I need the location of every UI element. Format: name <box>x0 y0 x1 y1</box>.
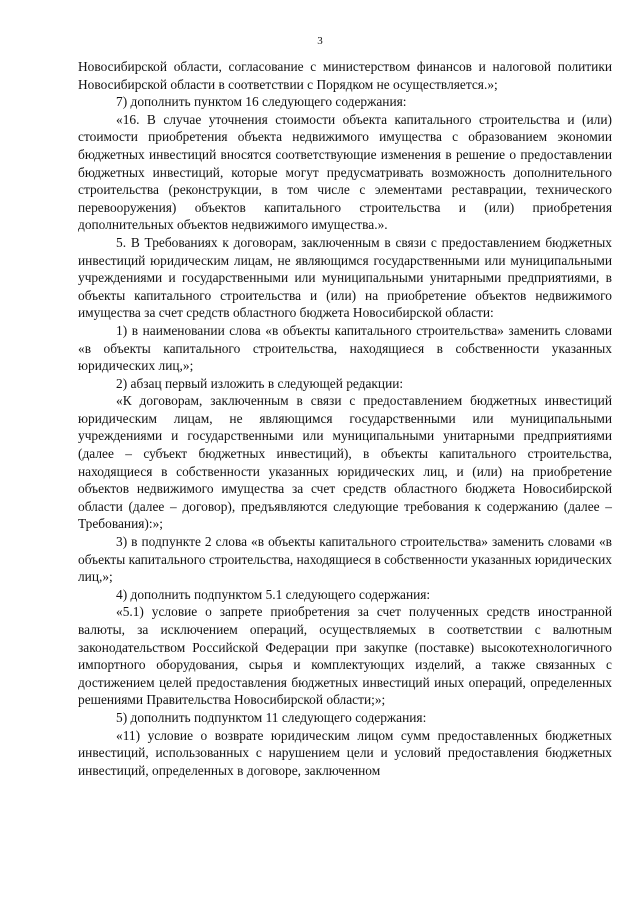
paragraph-item-7: 7) дополнить пунктом 16 следующего содержания: <box>116 94 407 110</box>
paragraph-continuation: Новосибирской области, согласование с министерством финансов и налоговой политики Новосибирской области в соответствии с Порядком не осуществляется.»; <box>78 59 612 92</box>
paragraph-first-abzac-text: «К договорам, заключенным в связи с предоставлением бюджетных инвестиций юридическим лицам, не являющимся государственными или муниципальными учреждениями и государственными или муниципальными унитарными предприятиями (далее – субъект бюджетных инвестиций), в объекты капитального строительства, находящиеся в собственности указанных юридических лиц, и (или) на приобретение объектов недвижимого имущества за счет средств областного бюджета Новосибирской области (далее – договор), предъявляются следующие требования к содержанию (далее – Требования):»; <box>78 393 612 532</box>
paragraph-clause-16: «16. В случае уточнения стоимости объекта капитального строительства и (или) стоимости приобретения объекта недвижимого имущества с образованием экономии бюджетных инвестиций вносятся соответствующие изменения в решение о предоставлении бюджетных инвестиций, которые могут предусматривать возможность дополнительного строительства (реконструкции, в том числе с элементами реставрации, технического перевооружения) объектов капитального строительства и (или) приобретения дополнительных объектов недвижимого имущества.». <box>78 111 612 233</box>
page-number: 3 <box>317 35 323 47</box>
paragraph-section-5: 5. В Требованиях к договорам, заключенным в связи с предоставлением бюджетных инвестиций юридическим лицам, не являющимся государственными или муниципальными учреждениями и государственными или муниципальными унитарными предприятиями, в объекты капитального строительства и (или) на приобретение объектов недвижимого имущества за счет средств областного бюджета Новосибирской области: <box>78 234 612 321</box>
document-body <box>78 58 612 779</box>
paragraph-item-3: 3) в подпункте 2 слова «в объекты капитального строительства» заменить словами «в объекты капитального строительства, находящиеся в собственности указанных юридических лиц,»; <box>78 534 612 585</box>
paragraph-subclause-5-1: «5.1) условие о запрете приобретения за счет полученных средств иностранной валюты, за исключением операций, осуществляемых в соответствии с валютным законодательством Российской Федерации при закупке (поставке) высокотехнологичного импортного оборудования, сырья и комплектующих изделий, а также связанных с достижением целей предоставления бюджетных инвестиций иных операций, определенных решениями Правительства Новосибирской области;»; <box>78 604 612 708</box>
paragraph-item-5: 5) дополнить подпунктом 11 следующего содержания: <box>116 709 427 725</box>
paragraph-item-4: 4) дополнить подпунктом 5.1 следующего содержания: <box>116 586 431 602</box>
paragraph-subclause-11: «11) условие о возврате юридическим лицом сумм предоставленных бюджетных инвестиций, использованных с нарушением цели и условий предоставления бюджетных инвестиций, определенных в договоре, заключенном <box>78 727 612 778</box>
paragraph-item-1: 1) в наименовании слова «в объекты капитального строительства» заменить словами «в объекты капитального строительства, находящиеся в собственности указанных юридических лиц,»; <box>78 322 612 374</box>
paragraph-item-2: 2) абзац первый изложить в следующей редакции: <box>116 375 404 391</box>
